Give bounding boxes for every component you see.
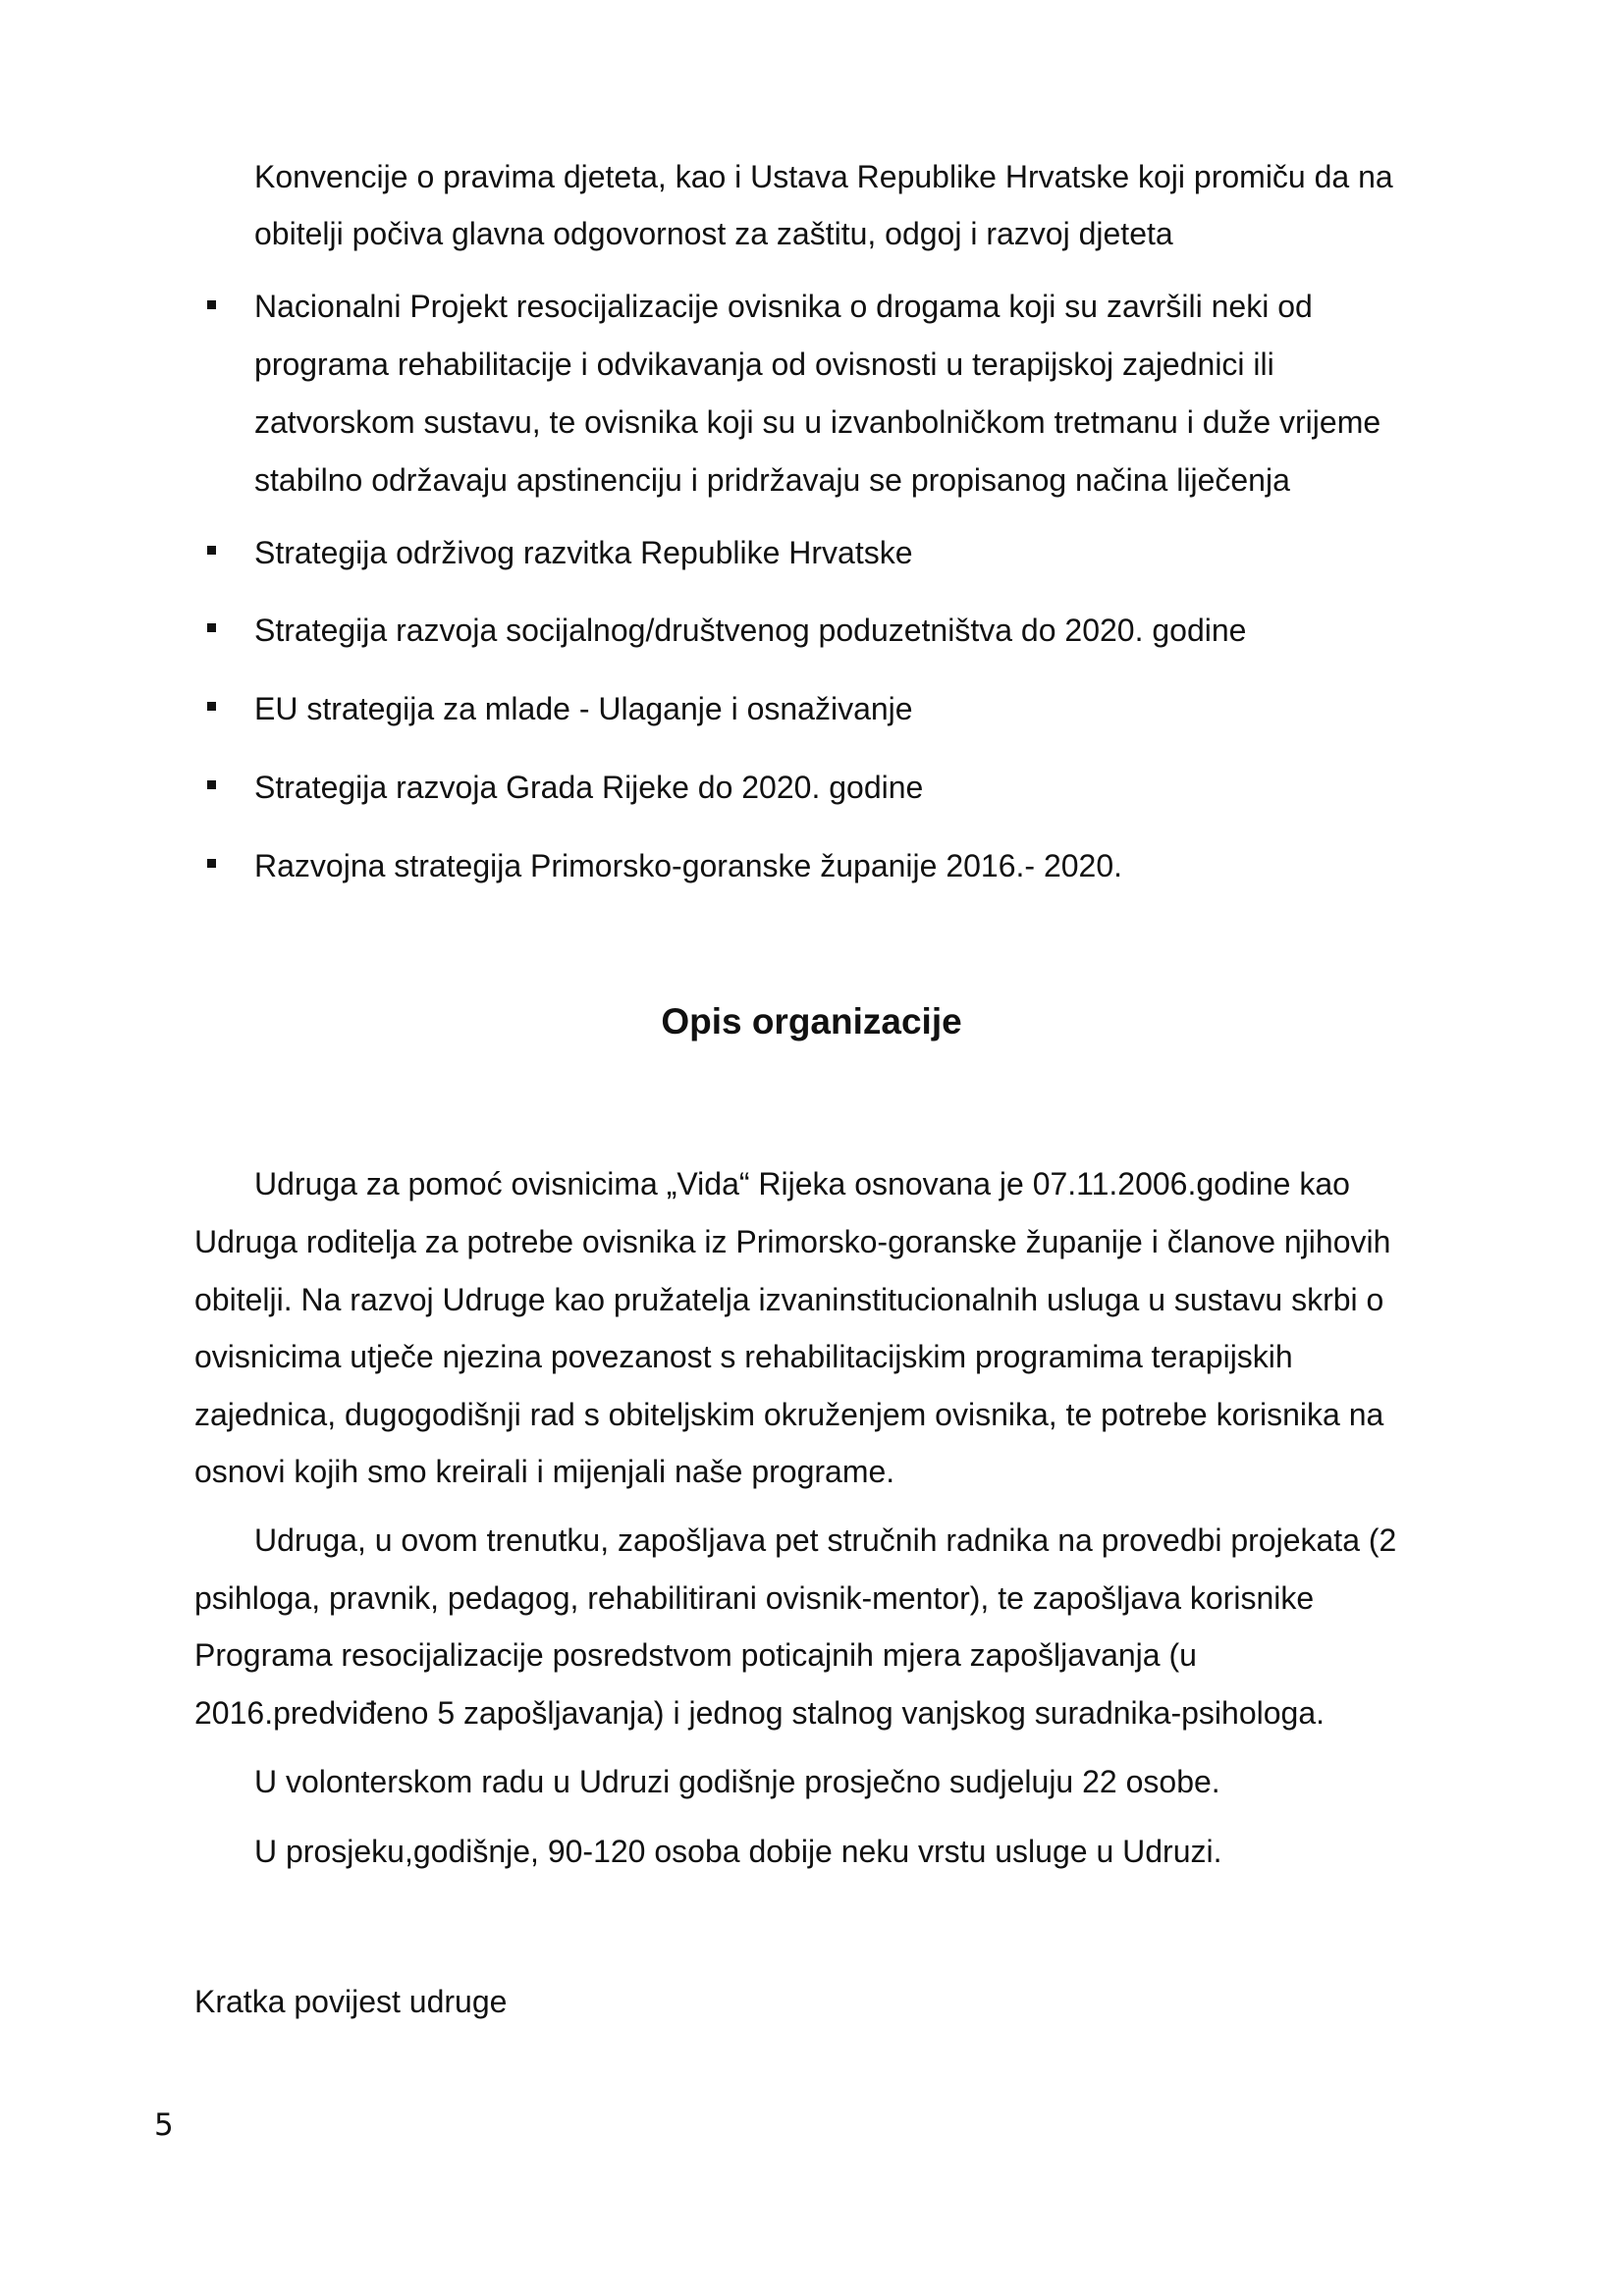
paragraph-line: U prosjeku,godišnje, 90-120 osoba dobije neku vrstu usluge u Udruzi. [254,1834,1222,1869]
bullet-marker [207,300,216,309]
bullet-marker [207,546,216,555]
paragraph-line: obitelji. Na razvoj Udruge kao pružatelja izvaninstitucionalnih usluga u sustavu skrbi o [194,1282,1384,1317]
bullet-marker [207,780,216,789]
paragraph-line: U volonterskom radu u Udruzi godišnje prosječno sudjeluju 22 osobe. [254,1764,1220,1799]
bullet-line: Razvojna strategija Primorsko-goranske županije 2016.- 2020. [254,848,1123,883]
paragraph-line: Udruga, u ovom trenutku, zapošljava pet stručnih radnika na provedbi projekata (2 [254,1522,1397,1558]
paragraph-line: 2016.predviđeno 5 zapošljavanja) i jednog stalnog vanjskog suradnika-psihologa. [194,1695,1325,1731]
paragraph-line: psihloga, pravnik, pedagog, rehabilitirani ovisnik-mentor), te zapošljava korisnike [194,1580,1315,1616]
bullet-line: Strategija razvoja socijalnog/društvenog poduzetništva do 2020. godine [254,613,1247,648]
section-heading: Opis organizacije [661,1001,962,1041]
intro-line: obitelji počiva glavna odgovornost za zaštitu, odgoj i razvoj djeteta [254,216,1173,251]
page-number: 5 [154,2108,174,2143]
paragraph-line: osnovi kojih smo kreirali i mijenjali naše programe. [194,1454,895,1489]
bullet-line: Nacionalni Projekt resocijalizacije ovisnika o drogama koji su završili neki od [254,289,1313,324]
bullet-line: Strategija razvoja Grada Rijeke do 2020. godine [254,770,924,805]
subheading: Kratka povijest udruge [194,1984,508,2019]
paragraph-line: Programa resocijalizacije posredstvom poticajnih mjera zapošljavanja (u [194,1637,1197,1673]
bullet-line: Strategija održivog razvitka Republike Hrvatske [254,535,913,570]
bullet-marker [207,859,216,868]
bullet-marker [207,702,216,711]
paragraph-line: Udruga za pomoć ovisnicima „Vida“ Rijeka osnovana je 07.11.2006.godine kao [254,1166,1350,1201]
paragraph-line: Udruga roditelja za potrebe ovisnika iz Primorsko-goranske županije i članove njihovih [194,1224,1391,1259]
paragraph-line: zajednica, dugogodišnji rad s obiteljskim okruženjem ovisnika, te potrebe korisnika na [194,1397,1384,1432]
intro-line: Konvencije o pravima djeteta, kao i Ustava Republike Hrvatske koji promiču da na [254,159,1393,194]
paragraph-line: ovisnicima utječe njezina povezanost s rehabilitacijskim programima terapijskih [194,1339,1293,1374]
bullet-line: programa rehabilitacije i odvikavanja od ovisnosti u terapijskoj zajednici ili [254,347,1274,382]
bullet-marker [207,623,216,632]
bullet-line: stabilno održavaju apstinenciju i pridržavaju se propisanog načina liječenja [254,462,1290,498]
bullet-line: zatvorskom sustavu, te ovisnika koji su u izvanbolničkom tretmanu i duže vrijeme [254,404,1381,440]
bullet-line: EU strategija za mlade - Ulaganje i osnaživanje [254,691,913,726]
